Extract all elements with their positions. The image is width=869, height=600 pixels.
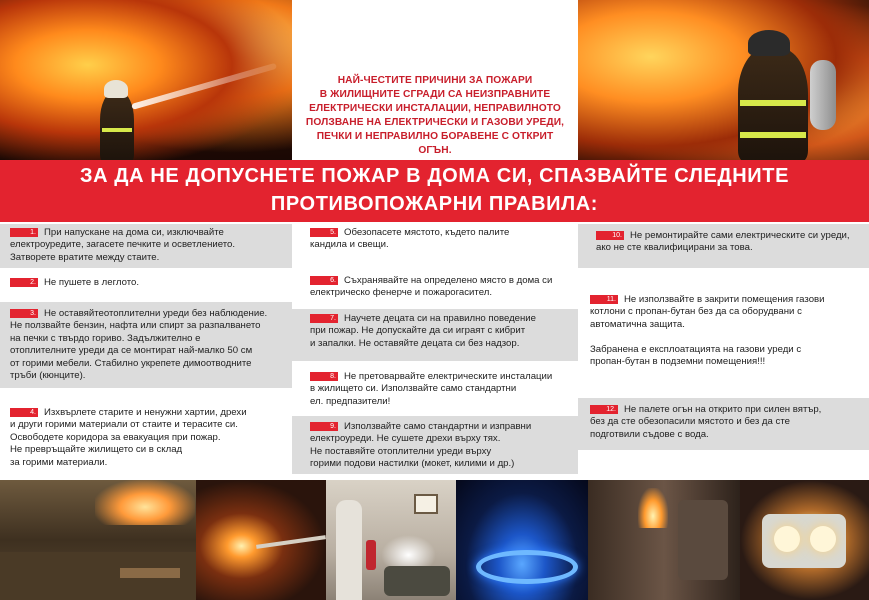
rule-text: в жилището си. Използвайте само стандартни (310, 383, 517, 395)
rule-text: Не пушете в леглото. (44, 277, 140, 288)
intro-line: В ЖИЛИЩНИТЕ СГРАДИ СА НЕИЗПРАВНИТЕ (319, 89, 551, 100)
flame-shape (638, 488, 668, 528)
rule-text: ако не сте квалифицирани за това. (596, 242, 753, 254)
rule-text: Обезопасете мястото, където палите (344, 227, 510, 238)
rule-item-2 (0, 274, 292, 296)
reflective-stripe (102, 128, 132, 132)
rule-text: при пожар. Не допускайте да си играят с кибрит (310, 325, 526, 337)
rule-number: 8. (310, 372, 338, 381)
rule-item-6 (300, 272, 578, 304)
extinguisher-sofa-photo (326, 480, 456, 600)
picture-frame-shape (414, 494, 438, 514)
rule-text: Забранена е експлоатацията на газови уреди с (590, 343, 802, 355)
armchair-shape (678, 500, 728, 580)
person-shape (336, 500, 362, 600)
rule-number: 10. (596, 231, 624, 240)
rule-text: Не оставяйтеотоплителни уреди без наблюдение. (44, 308, 268, 319)
plug-glow-shape (810, 526, 836, 552)
electrical-spark-photo (196, 480, 326, 600)
rule-item-7 (292, 309, 578, 361)
rule-item-3 (0, 302, 292, 388)
banner-title-line1: ЗА ДА НЕ ДОПУСНЕТЕ ПОЖАР В ДОМА СИ, СПАЗВАЙТЕ СЛЕДНИТЕ (79, 165, 790, 187)
extinguisher-shape (366, 540, 376, 570)
intro-line: ПЕЧКИ И НЕПРАВИЛНО БОРАВЕНЕ С ОТКРИТ ОГЪН. (316, 131, 554, 156)
firefighter-hose-photo (0, 0, 292, 162)
rule-text: подготвили съдове с вода. (590, 428, 709, 440)
rule-text: и запалки. Не оставяйте децата си без надзор. (310, 337, 520, 349)
rule-item-11 (578, 290, 869, 376)
intro-line: НАЙ-ЧЕСТИТЕ ПРИЧИНИ ЗА ПОЖАРИ (337, 75, 533, 86)
rule-text: електроуреди. Не сушете дрехи върху тях. (310, 433, 501, 445)
rule-text (590, 331, 869, 343)
air-tank (810, 60, 836, 130)
rule-text: Научете децата си на правилно поведение (344, 313, 537, 324)
rule-text: автоматична защита. (590, 318, 685, 330)
intro-line: ЕЛЕКТРИЧЕСКИ ИНСТАЛАЦИИ, НЕПРАВИЛНОТО (309, 103, 561, 114)
rule-number: 5. (310, 228, 338, 237)
intro-text (302, 74, 568, 158)
gas-burner-flame-photo (456, 480, 588, 600)
firefighter-silhouette (100, 92, 134, 162)
rule-text: на печки с твърдо гориво. Задължително е (10, 332, 201, 344)
rule-item-5 (300, 224, 578, 258)
kitchen-fire-photo (0, 480, 196, 600)
intro-line: ПОЛЗВАНЕ НА ЕЛЕКТРИЧЕСКИ И ГАЗОВИ УРЕДИ, (305, 117, 565, 128)
rule-text: Освободете коридора за евакуация при пожар. (10, 431, 221, 443)
rule-text: ел. предпазители! (310, 395, 391, 407)
rule-text: Не палете огън на открито при силен вятър, (624, 404, 822, 415)
rule-text: Съхранявайте на определено място в дома си (344, 275, 553, 286)
water-spray (131, 63, 277, 110)
rule-text: електроуредите, загасете печките и осветлението. (10, 239, 236, 251)
rule-text: пропан-бутан в подземни помещения!!! (590, 356, 766, 368)
rule-text: Използвайте само стандартни и изправни (344, 421, 532, 432)
table-shape (120, 568, 180, 578)
banner-title-line2: ПРОТИВОПОЖАРНИ ПРАВИЛА: (270, 193, 599, 215)
sofa-shape (384, 566, 450, 596)
rule-text: от горими мебели. Стабилно укрепете димоотводните (10, 357, 252, 369)
rule-text: Затворете вратите между стаите. (10, 251, 160, 263)
rule-item-12 (578, 398, 869, 450)
rule-text: отоплителните уреди да се монтират най-малко 50 см (10, 345, 253, 357)
rule-item-1 (0, 224, 292, 268)
rule-text: тръби (кюнците). (10, 370, 86, 382)
firefighter-photo (578, 0, 869, 162)
plug-glow-shape (774, 526, 800, 552)
rule-number: 6. (310, 276, 338, 285)
rule-number: 3. (10, 309, 38, 318)
rule-text: Не превръщайте жилището си в склад (10, 444, 183, 456)
rule-item-9 (292, 416, 578, 474)
rule-number: 1. (10, 228, 38, 237)
rule-text: Изхвърлете старите и ненужни хартии, дрехи (44, 407, 247, 418)
flame-shape (95, 480, 195, 525)
rule-number: 12. (590, 405, 618, 414)
rule-item-8 (300, 368, 578, 412)
rule-text: без да сте обезопасили мястото и без да сте (590, 416, 790, 428)
rule-text: Не поставяйте отоплителни уреди върху (310, 445, 492, 457)
rule-text: горими подови настилки (мокет, килими и др.) (310, 458, 515, 470)
burner-ring-shape (476, 550, 578, 584)
reflective-stripe (740, 132, 806, 138)
rule-item-4 (0, 404, 292, 474)
rule-number: 4. (10, 408, 38, 417)
helmet-shape (104, 80, 128, 98)
rule-number: 2. (10, 278, 38, 287)
rule-text: електрическо фенерче и пожарогасител. (310, 287, 492, 299)
rule-text: котлони с пропан-бутан без да са оборудвани с (590, 306, 802, 318)
rule-text: Не ползвайте бензин, нафта или спирт за разпалването (10, 320, 261, 332)
wire-shape (256, 535, 326, 549)
socket-sparks-photo (740, 480, 869, 600)
rule-text: При напускане на дома си, изключвайте (44, 227, 224, 238)
room-fire-photo (588, 480, 740, 600)
rule-text: Не претоварвайте електрическите инсталации (344, 371, 553, 382)
reflective-stripe (740, 100, 806, 106)
helmet-shape (748, 30, 790, 56)
rule-text: Не използвайте в закрити помещения газови (624, 294, 825, 305)
rule-text: и други горими материали от стаите и терасите си. (10, 419, 238, 431)
rule-text: кандила и свещи. (310, 239, 389, 251)
rule-text: за горими материали. (10, 456, 108, 468)
rule-text: Не ремонтирайте сами електрическите си уреди, (630, 230, 850, 241)
rule-number: 7. (310, 314, 338, 323)
rule-number: 11. (590, 295, 618, 304)
rule-number: 9. (310, 422, 338, 431)
rule-item-10 (578, 224, 869, 268)
